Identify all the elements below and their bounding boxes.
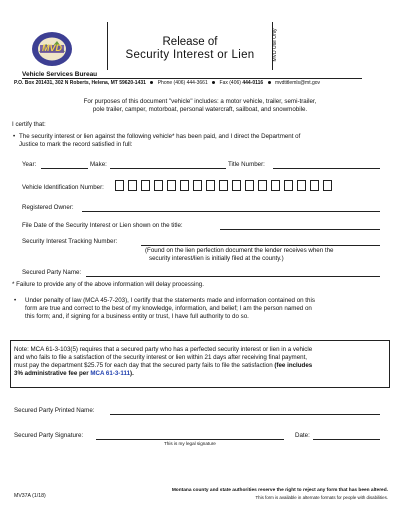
header-rule (22, 78, 362, 79)
statement-bullet: • (13, 133, 16, 140)
tracking-note-line2: security interest/lien is initially filed at the county.) (149, 255, 284, 262)
signature-field[interactable] (96, 439, 284, 440)
contact-line (14, 80, 320, 86)
signature-label: Secured Party Signature: (14, 432, 84, 439)
logo-text: MVD (42, 43, 62, 53)
note-line4-end: ). (130, 370, 134, 377)
statement-line2: Justice to mark the record satisfied in full: (19, 141, 133, 148)
note-line3-text: must pay the department $25.75 for each day that the secured party fails to file the satisfaction (14, 362, 275, 369)
fax-number: 444-0116 (242, 80, 264, 86)
note-fee-emphasis: (fee includes (274, 362, 313, 369)
vin-box[interactable] (271, 180, 280, 191)
tracking-number-label: Security Interest Tracking Number: (22, 238, 118, 245)
statement-line1: The security interest or lien against the following vehicle* has been paid, and I direct the Department of (19, 133, 301, 140)
vin-box[interactable] (232, 180, 241, 191)
title-number-label: Title Number: (228, 161, 265, 168)
vin-box[interactable] (219, 180, 228, 191)
form-title-line1: Release of (162, 36, 218, 48)
file-date-field[interactable] (220, 229, 380, 230)
title-number-field[interactable] (273, 168, 380, 169)
certify-label: I certify that: (12, 121, 46, 128)
make-label: Make: (90, 161, 107, 168)
date-label: Date: (295, 432, 310, 439)
note-line3 (14, 362, 312, 370)
form-id: MV37A (1/18) (14, 493, 46, 499)
vin-box[interactable] (115, 180, 124, 191)
mvd-use-only-label: MVD Use Only (272, 28, 278, 62)
separator-dot (212, 81, 215, 84)
perjury-line3: this form; and, if signing for a business entity or trust, I have full authority to do so. (25, 313, 249, 320)
intro-line1: For purposes of this document "vehicle" includes: a motor vehicle, trailer, semi-trailer, (83, 98, 317, 105)
date-field[interactable] (313, 439, 380, 440)
intro-line2: pole trailer, camper, motorboat, personal watercraft, sailboat, and snowmobile. (92, 106, 308, 113)
vin-box[interactable] (297, 180, 306, 191)
secured-party-name-field[interactable] (86, 276, 380, 277)
file-date-label: File Date of the Security Interest or Lien shown on the title: (22, 222, 183, 229)
legal-signature-note: This is my legal signature (164, 441, 216, 446)
fax: Fax (406) (219, 80, 243, 86)
printed-name-field[interactable] (110, 414, 380, 415)
registered-owner-label: Registered Owner: (22, 204, 74, 211)
note-line1: Note: MCA 61-3-103(5) requires that a secured party who has a perfected security interest or lien in a vehicle (14, 346, 313, 353)
phone: Phone (406) 444-3661 (157, 80, 208, 86)
footer-disclaimer: Montana county and state authorities reserve the right to reject any form that has been altered. (171, 488, 388, 493)
vin-box[interactable] (206, 180, 215, 191)
vin-box[interactable] (154, 180, 163, 191)
vin-label: Vehicle Identification Number: (22, 184, 104, 191)
vin-box[interactable] (128, 180, 137, 191)
vin-box[interactable] (167, 180, 176, 191)
footer-alt-formats: This form is available in alternate formats for people with disabilities. (255, 495, 388, 500)
agency-name: Vehicle Services Bureau (22, 71, 98, 78)
perjury-line1: Under penalty of law (MCA 45-7-203), I certify that the statements made and information contained on this (25, 297, 315, 304)
vin-box[interactable] (193, 180, 202, 191)
address: P.O. Box 201431, 302 N Roberts, Helena, MT 59620-1431 (14, 80, 146, 86)
printed-name-label: Secured Party Printed Name: (14, 407, 95, 414)
vin-box[interactable] (310, 180, 319, 191)
note-line4 (14, 370, 134, 378)
registered-owner-field[interactable] (82, 211, 380, 212)
tracking-note-line1: (Found on the lien perfection document the lender receives when the (145, 247, 334, 254)
vin-box[interactable] (258, 180, 267, 191)
separator-dot (268, 81, 271, 84)
form-title-line2: Security Interest or Lien (125, 49, 255, 61)
year-label: Year: (22, 161, 37, 168)
separator-dot (150, 81, 153, 84)
perjury-line2: form are true and correct to the best of my knowledge, information, and belief; I am the person named on (25, 305, 312, 312)
email-link[interactable]: mvdtitlemls@mt.gov (274, 80, 321, 86)
tracking-number-field[interactable] (141, 245, 380, 246)
perjury-bullet: • (14, 297, 17, 304)
vin-box[interactable] (141, 180, 150, 191)
vin-box[interactable] (180, 180, 189, 191)
note-line4-text: 3% administrative fee per (14, 370, 91, 377)
mca-link[interactable]: MCA 61-3-111 (90, 370, 131, 377)
note-line2: and who fails to file a satisfaction of the security interest or lien within 21 days after receiving final payment, (14, 354, 308, 361)
failure-note: * Failure to provide any of the above information will delay processing. (12, 281, 204, 288)
year-field[interactable] (41, 168, 88, 169)
vin-box[interactable] (284, 180, 293, 191)
make-field[interactable] (110, 168, 226, 169)
secured-party-name-label: Secured Party Name: (22, 269, 82, 276)
vin-box[interactable] (245, 180, 254, 191)
mvd-logo (30, 30, 74, 68)
vin-box[interactable] (323, 180, 332, 191)
